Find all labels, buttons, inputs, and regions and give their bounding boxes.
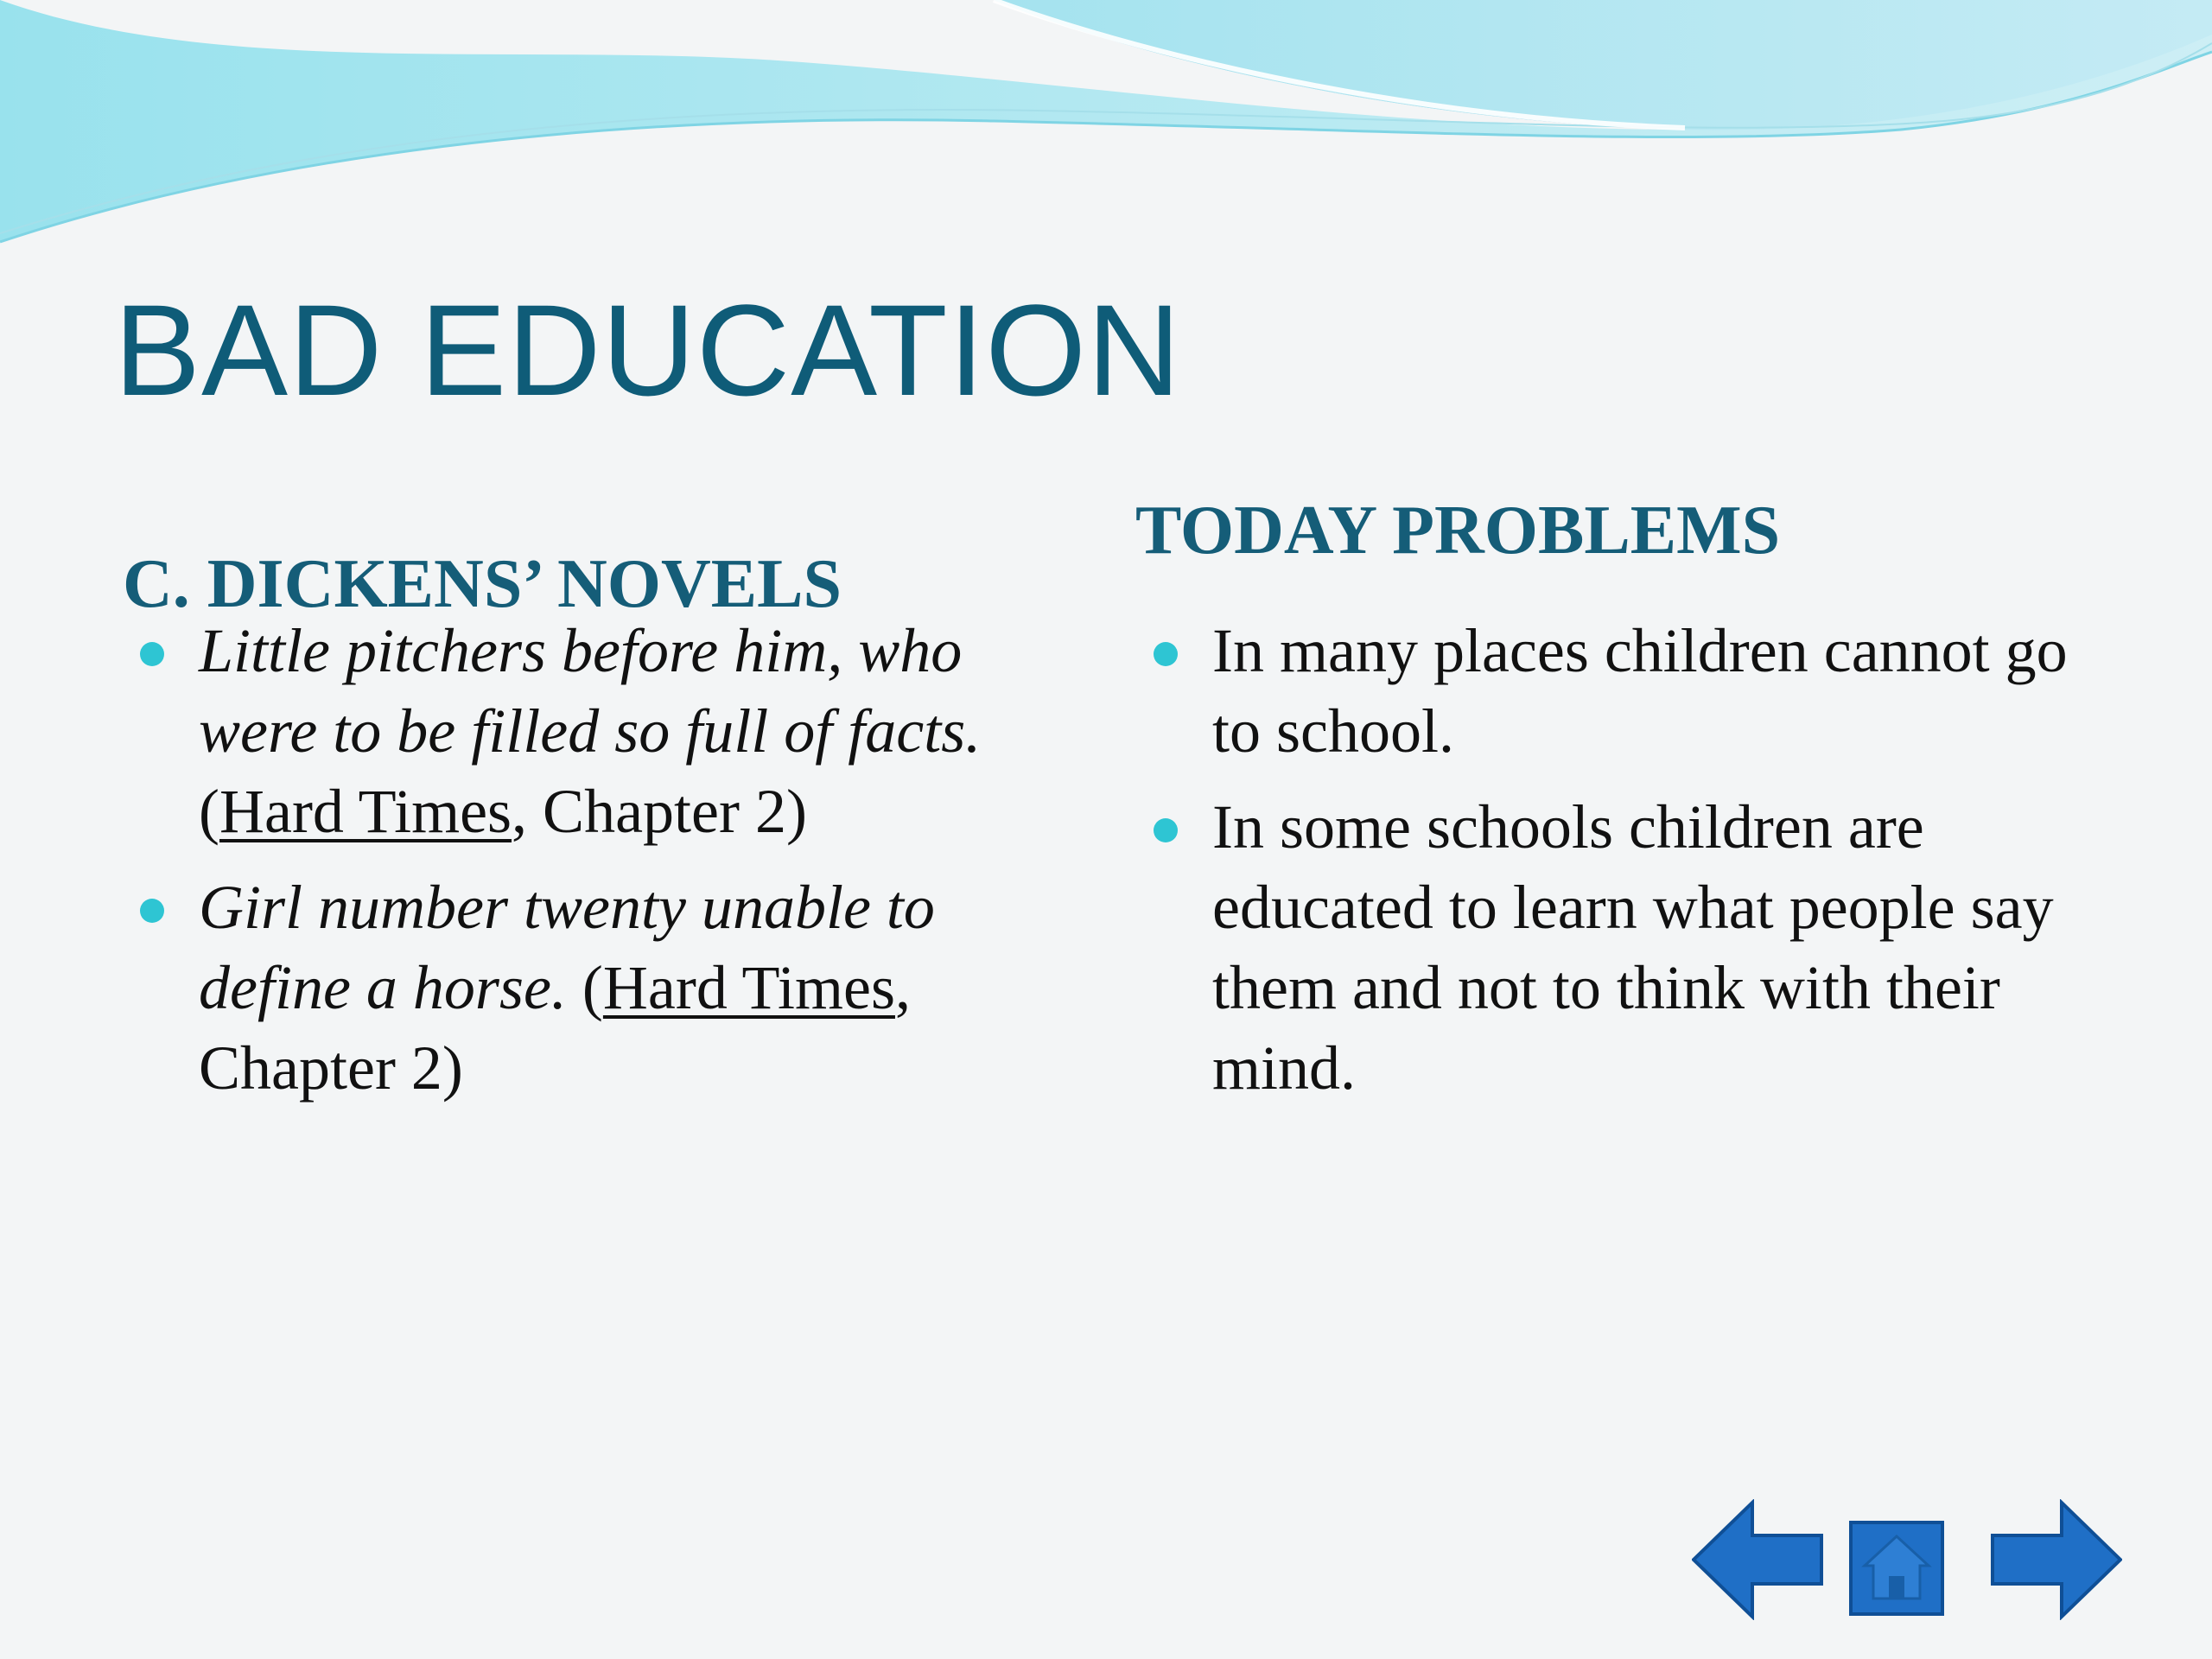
citation-rest: , Chapter 2): [512, 777, 807, 846]
home-button[interactable]: [1849, 1521, 1944, 1616]
quote-text: Little pitchers before him, who were to be filled so full of facts.: [199, 616, 982, 766]
right-arrow-icon: [1993, 1503, 2120, 1617]
today-problems-list: [1212, 611, 2111, 1124]
bullet-icon: [1154, 642, 1178, 666]
right-column-heading: TODAY PROBLEMS: [1135, 493, 1781, 569]
back-button[interactable]: [1692, 1499, 1827, 1620]
next-button[interactable]: [1987, 1499, 2122, 1620]
slide-title: BAD EDUCATION: [114, 277, 1182, 423]
work-title: Hard Times: [602, 953, 895, 1022]
list-item: [1212, 611, 2111, 772]
left-arrow-icon: [1694, 1503, 1821, 1617]
left-column-heading: C. DICKENS’ NOVELS: [123, 546, 842, 622]
bullet-icon: [140, 899, 164, 923]
list-item: [199, 611, 1080, 852]
home-icon: [1851, 1522, 1942, 1614]
work-title: Hard Times: [219, 777, 512, 846]
header-wave-decoration: [0, 0, 2212, 259]
citation-rest: , Chapter 2): [199, 953, 911, 1103]
problem-text: In some schools children are educated to learn what people say them and not to think with their mind.: [1212, 792, 2054, 1103]
list-item: [199, 868, 1080, 1109]
bullet-icon: [140, 642, 164, 666]
list-item: [1212, 787, 2111, 1109]
quote-text: Girl number twenty unable to define a horse.: [199, 873, 935, 1022]
citation-open: (: [199, 777, 219, 846]
citation-open: (: [566, 953, 603, 1022]
bullet-icon: [1154, 818, 1178, 842]
problem-text: In many places children cannot go to school.: [1212, 616, 2068, 766]
dickens-quotes-list: [199, 611, 1080, 1124]
